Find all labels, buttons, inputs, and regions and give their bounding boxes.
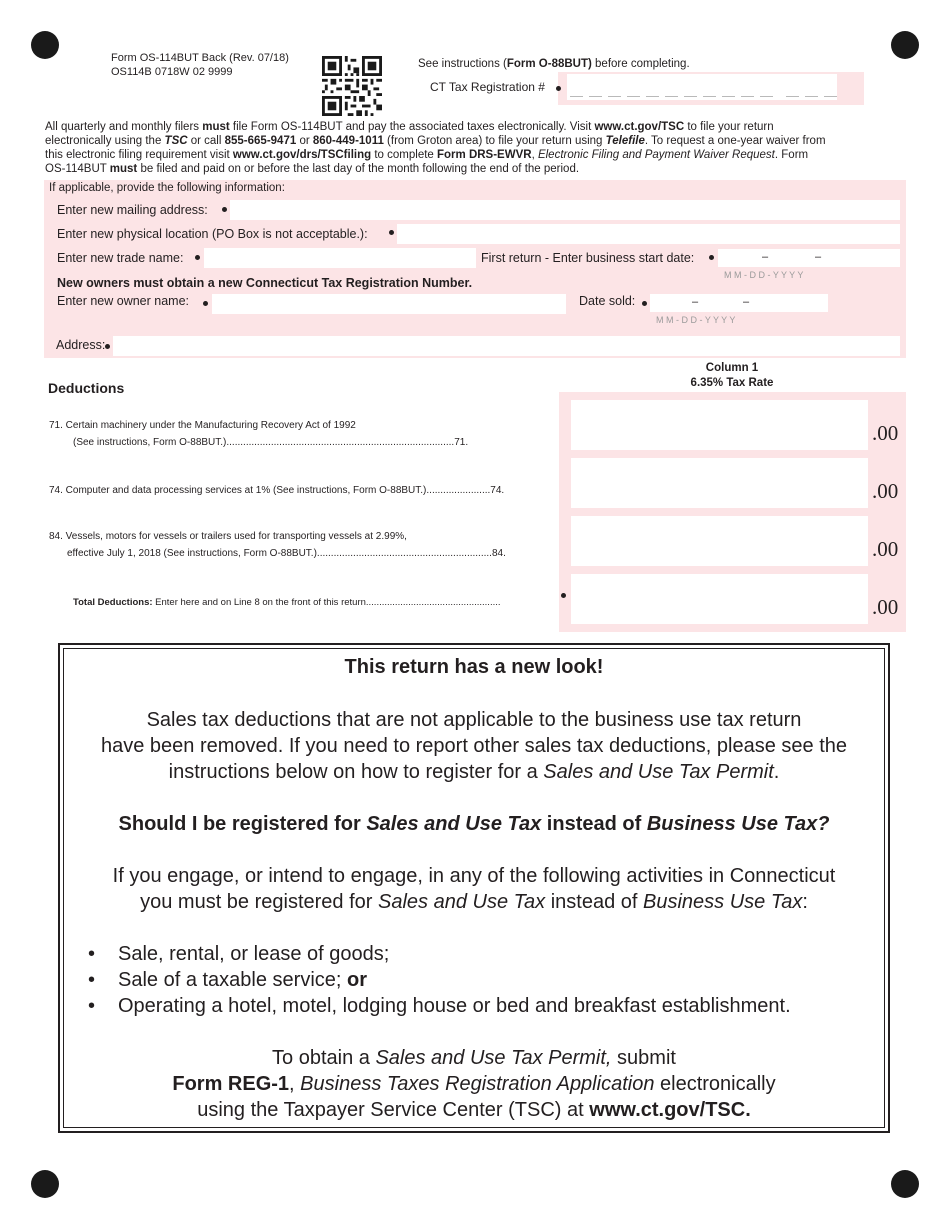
owner-name-label: Enter new owner name: [57, 294, 190, 308]
required-bullet [642, 301, 647, 306]
new-look-notice [58, 643, 890, 1133]
reg-slot [608, 96, 621, 97]
notice-title: This return has a new look! [344, 656, 604, 678]
required-bullet [222, 207, 227, 212]
line-71-desc: 71. Certain machinery under the Manufacturing Recovery Act of 1992 [49, 420, 356, 431]
instructions-note: See instructions (Form O-88BUT) before completing. [418, 58, 690, 70]
line-74-cents: .00 [872, 479, 899, 503]
form-code: OS114B 0718W 02 9999 [111, 66, 233, 78]
line-84-cents: .00 [872, 537, 899, 561]
notice-p2-line1: If you engage, or intend to engage, in any of the following activities in Connecticut [112, 865, 836, 887]
date-sold-mask: M M - D D - Y Y Y Y [656, 315, 736, 325]
notice-bullet-2: Sale of a taxable service; or [118, 969, 368, 991]
notice-p2-line2: you must be registered for Sales and Use Tax instead of Business Use Tax: [140, 891, 808, 913]
line-84-input[interactable] [571, 516, 868, 566]
reg-slot [627, 96, 640, 97]
address-label: Address: [56, 338, 106, 352]
registration-mark-top-left [31, 31, 59, 59]
qr-code [322, 56, 382, 116]
line-71-desc-cont: (See instructions, Form O-88BUT.)..................................................................................71. [73, 437, 469, 448]
mailing-address-input[interactable] [230, 200, 900, 220]
reg-slot [570, 96, 583, 97]
reg-slot [703, 96, 716, 97]
info-heading: If applicable, provide the following information: [49, 182, 285, 194]
notice-bullet-glyph: • [88, 943, 96, 965]
date-dash: – [692, 296, 699, 308]
trade-name-label: Enter new trade name: [57, 251, 184, 265]
ct-registration-label: CT Tax Registration # [430, 80, 545, 94]
address-input[interactable] [113, 336, 900, 356]
deductions-heading: Deductions [48, 380, 125, 396]
reg-slot [646, 96, 659, 97]
line-74-desc: 74. Computer and data processing services at 1% (See instructions, Form O-88BUT.).......................74. [49, 485, 505, 496]
date-sold-label: Date sold: [579, 294, 636, 308]
date-dash: – [815, 251, 822, 263]
notice-question: Should I be registered for Sales and Use Tax instead of Business Use Tax? [118, 813, 830, 835]
column-rate: 6.35% Tax Rate [690, 377, 774, 389]
required-bullet [556, 86, 561, 91]
reg-slot [760, 96, 773, 97]
notice-p1-line2: have been removed. If you need to report other sales tax deductions, please see the [100, 735, 848, 757]
notice-bullet-glyph: • [88, 969, 96, 991]
reg-slot [805, 96, 818, 97]
new-owners-note: New owners must obtain a new Connecticut Tax Registration Number. [57, 276, 473, 290]
start-date-input[interactable] [718, 249, 900, 267]
reg-slot [589, 96, 602, 97]
required-bullet [389, 230, 394, 235]
column-title: Column 1 [705, 362, 759, 374]
required-bullet [203, 301, 208, 306]
registration-mark-top-right [891, 31, 919, 59]
notice-p3-line1: To obtain a Sales and Use Tax Permit, submit [272, 1047, 676, 1069]
required-bullet [709, 255, 714, 260]
date-dash: – [762, 251, 769, 263]
reg-slot [824, 96, 837, 97]
owner-name-input[interactable] [212, 294, 566, 314]
physical-location-input[interactable] [397, 224, 900, 244]
notice-p1-line1: Sales tax deductions that are not applicable to the business use tax return [146, 709, 802, 731]
date-sold-input[interactable] [650, 294, 828, 312]
notice-p3-line2: Form REG-1, Business Taxes Registration Application electronically [172, 1073, 776, 1095]
trade-name-input[interactable] [204, 248, 476, 268]
required-bullet [561, 593, 566, 598]
physical-location-label: Enter new physical location (PO Box is not acceptable.): [57, 227, 368, 241]
line-84-desc: 84. Vessels, motors for vessels or trailers used for transporting vessels at 2.99%, [49, 531, 407, 542]
reg-slot [722, 96, 735, 97]
required-bullet [195, 255, 200, 260]
total-deductions-cents: .00 [872, 595, 899, 619]
mailing-address-label: Enter new mailing address: [57, 203, 208, 217]
reg-slot [665, 96, 678, 97]
notice-bullet-1: Sale, rental, or lease of goods; [118, 943, 390, 965]
start-date-label: First return - Enter business start date: [481, 251, 695, 265]
total-deductions-input[interactable] [571, 574, 868, 624]
registration-mark-bottom-right [891, 1170, 919, 1198]
total-deductions-desc: Total Deductions: Enter here and on Line 8 on the front of this return................................................... [73, 597, 501, 608]
required-bullet [105, 344, 110, 349]
date-dash: – [743, 296, 750, 308]
notice-bullet-3: Operating a hotel, motel, lodging house or bed and breakfast establishment. [118, 995, 791, 1017]
notice-bullet-glyph: • [88, 995, 96, 1017]
reg-slot [741, 96, 754, 97]
notice-p3-line3: using the Taxpayer Service Center (TSC) at www.ct.gov/TSC. [197, 1099, 751, 1121]
reg-slot [786, 96, 799, 97]
start-date-mask: M M - D D - Y Y Y Y [724, 270, 804, 280]
line-84-desc-cont: effective July 1, 2018 (See instructions, Form O-88BUT.)...............................................................84. [67, 548, 506, 559]
notice-p1-line3: instructions below on how to register for a Sales and Use Tax Permit. [168, 761, 780, 783]
line-71-input[interactable] [571, 400, 868, 450]
line-74-input[interactable] [571, 458, 868, 508]
intro-paragraph: All quarterly and monthly filers must file Form OS-114BUT and pay the associated taxes electronically. Visit www.ct.gov/TSC to file your return electronically using the TSC or call 855-665-9471 or 860-449-1011 (from Groton area) to file your return using Telefile. To request a one-year waiver from this electronic filing requirement visit www.ct.gov/drs/TSCfiling to complete Form DRS-EWVR, Electronic Filing and Payment Waiver Request. Form OS-114BUT must be filed and paid on or before the last day of the month following the end of the period. [45, 121, 826, 175]
line-71-cents: .00 [872, 421, 899, 445]
reg-slot [684, 96, 697, 97]
registration-mark-bottom-left [31, 1170, 59, 1198]
form-id: Form OS-114BUT Back (Rev. 07/18) [111, 52, 289, 64]
